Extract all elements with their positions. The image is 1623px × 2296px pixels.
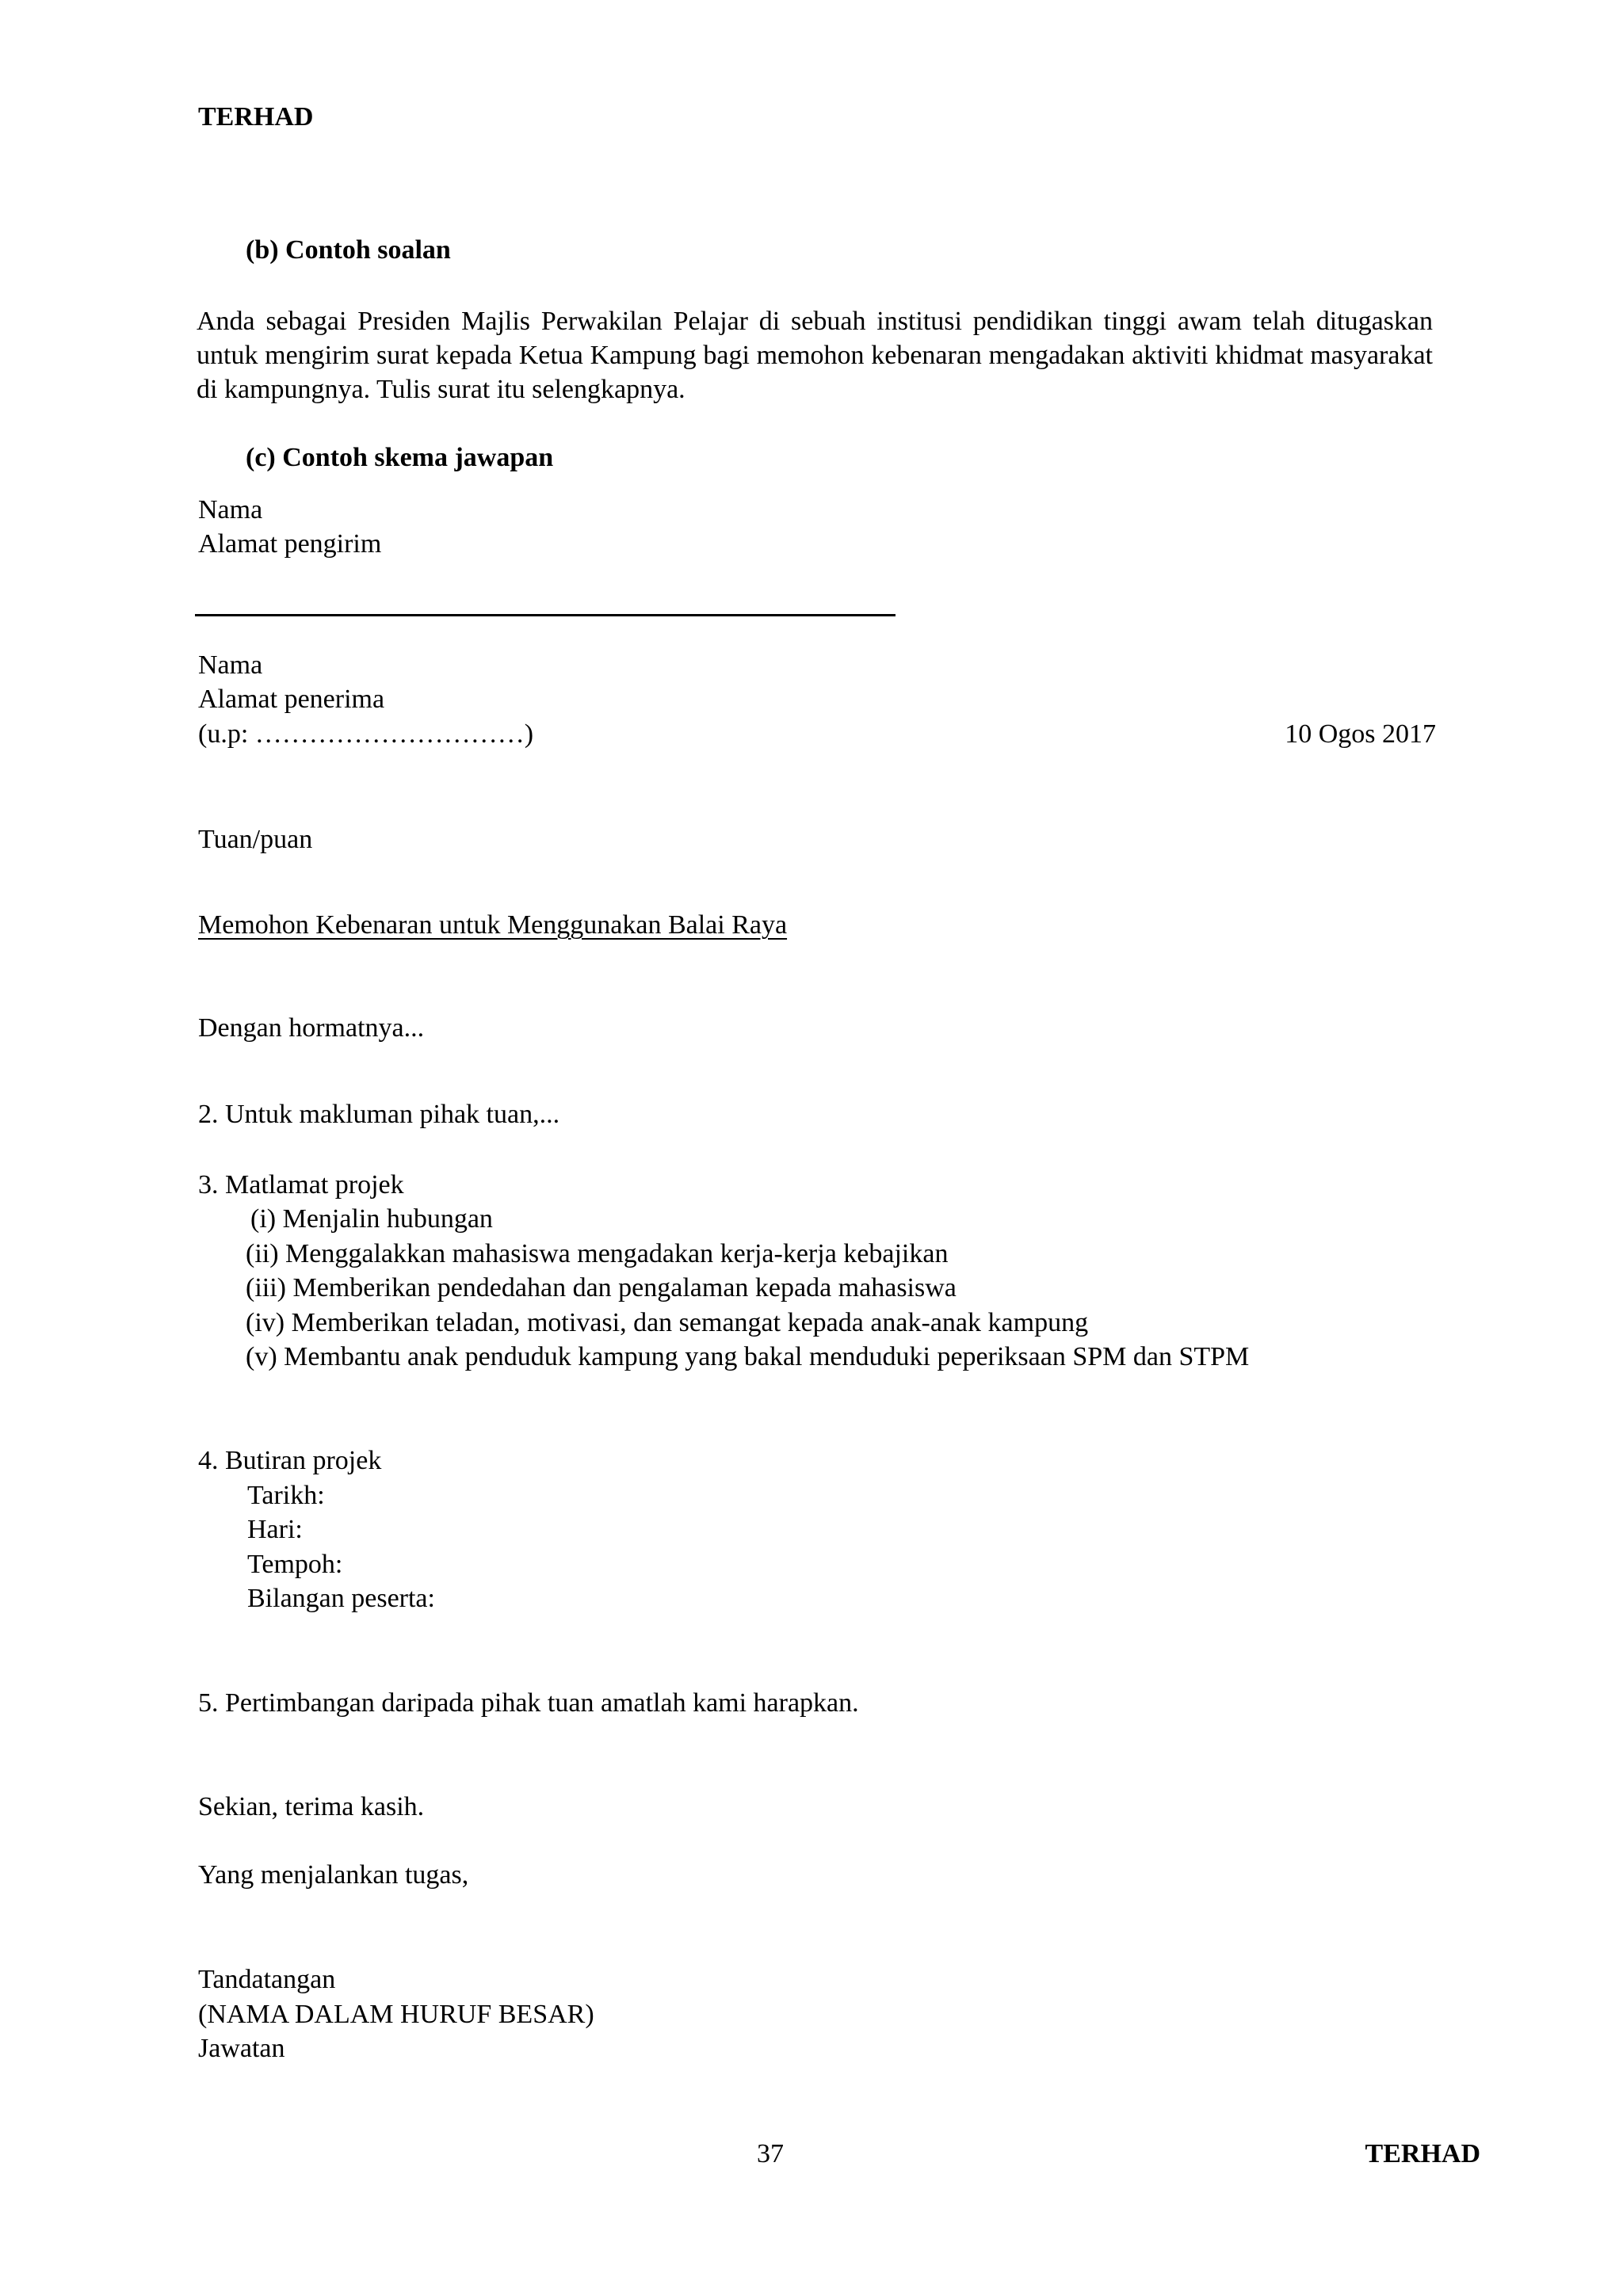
objective-item: (i) Menjalin hubungan	[250, 1204, 493, 1234]
footer-classification: TERHAD	[1365, 2139, 1480, 2168]
signature-label: Tandatangan	[198, 1965, 336, 1994]
recipient-attention: (u.p: …………………………)	[198, 719, 534, 749]
recipient-name: Nama	[198, 650, 263, 680]
letter-date: 10 Ogos 2017	[1285, 719, 1436, 749]
project-detail-item: Tempoh:	[247, 1550, 343, 1579]
sender-name: Nama	[198, 495, 263, 524]
sign-off: Yang menjalankan tugas,	[198, 1860, 469, 1890]
salutation: Tuan/puan	[198, 825, 313, 854]
paragraph-2: 2. Untuk makluman pihak tuan,...	[198, 1100, 560, 1129]
signature-position: Jawatan	[198, 2034, 285, 2063]
paragraph-4-title: 4. Butiran projek	[198, 1446, 382, 1475]
sender-address: Alamat pengirim	[198, 529, 382, 559]
closing-line: Sekian, terima kasih.	[198, 1792, 425, 1821]
project-detail-item: Bilangan peserta:	[247, 1584, 435, 1613]
divider-line	[195, 614, 896, 616]
objective-item: (iii) Memberikan pendedahan dan pengalaman kepada mahasiswa	[246, 1273, 957, 1302]
objective-item: (ii) Menggalakkan mahasiswa mengadakan kerja-kerja kebajikan	[246, 1239, 949, 1268]
header-classification: TERHAD	[198, 102, 314, 132]
answer-heading: (c) Contoh skema jawapan	[246, 443, 554, 472]
project-detail-item: Hari:	[247, 1515, 303, 1544]
objective-item: (iv) Memberikan teladan, motivasi, dan semangat kepada anak-anak kampung	[246, 1308, 1089, 1337]
question-body: Anda sebagai Presiden Majlis Perwakilan Pelajar di sebuah institusi pendidikan tinggi awam telah ditugaskan untuk mengirim surat kepada Ketua Kampung bagi memohon kebenaran mengadakan aktiviti khidmat masyarakat di kampungnya. Tulis surat itu selengkapnya.	[197, 307, 1433, 404]
opening-line: Dengan hormatnya...	[198, 1013, 425, 1043]
paragraph-5: 5. Pertimbangan daripada pihak tuan amatlah kami harapkan.	[198, 1688, 859, 1718]
project-detail-item: Tarikh:	[247, 1481, 325, 1510]
letter-subject: Memohon Kebenaran untuk Menggunakan Balai Raya	[198, 910, 788, 940]
objective-item: (v) Membantu anak penduduk kampung yang bakal menduduki peperiksaan SPM dan STPM	[246, 1342, 1250, 1371]
signature-name: (NAMA DALAM HURUF BESAR)	[198, 2000, 594, 2029]
page-number: 37	[757, 2139, 784, 2168]
recipient-address: Alamat penerima	[198, 685, 385, 714]
paragraph-3-title: 3. Matlamat projek	[198, 1170, 404, 1199]
question-heading: (b) Contoh soalan	[246, 235, 451, 265]
